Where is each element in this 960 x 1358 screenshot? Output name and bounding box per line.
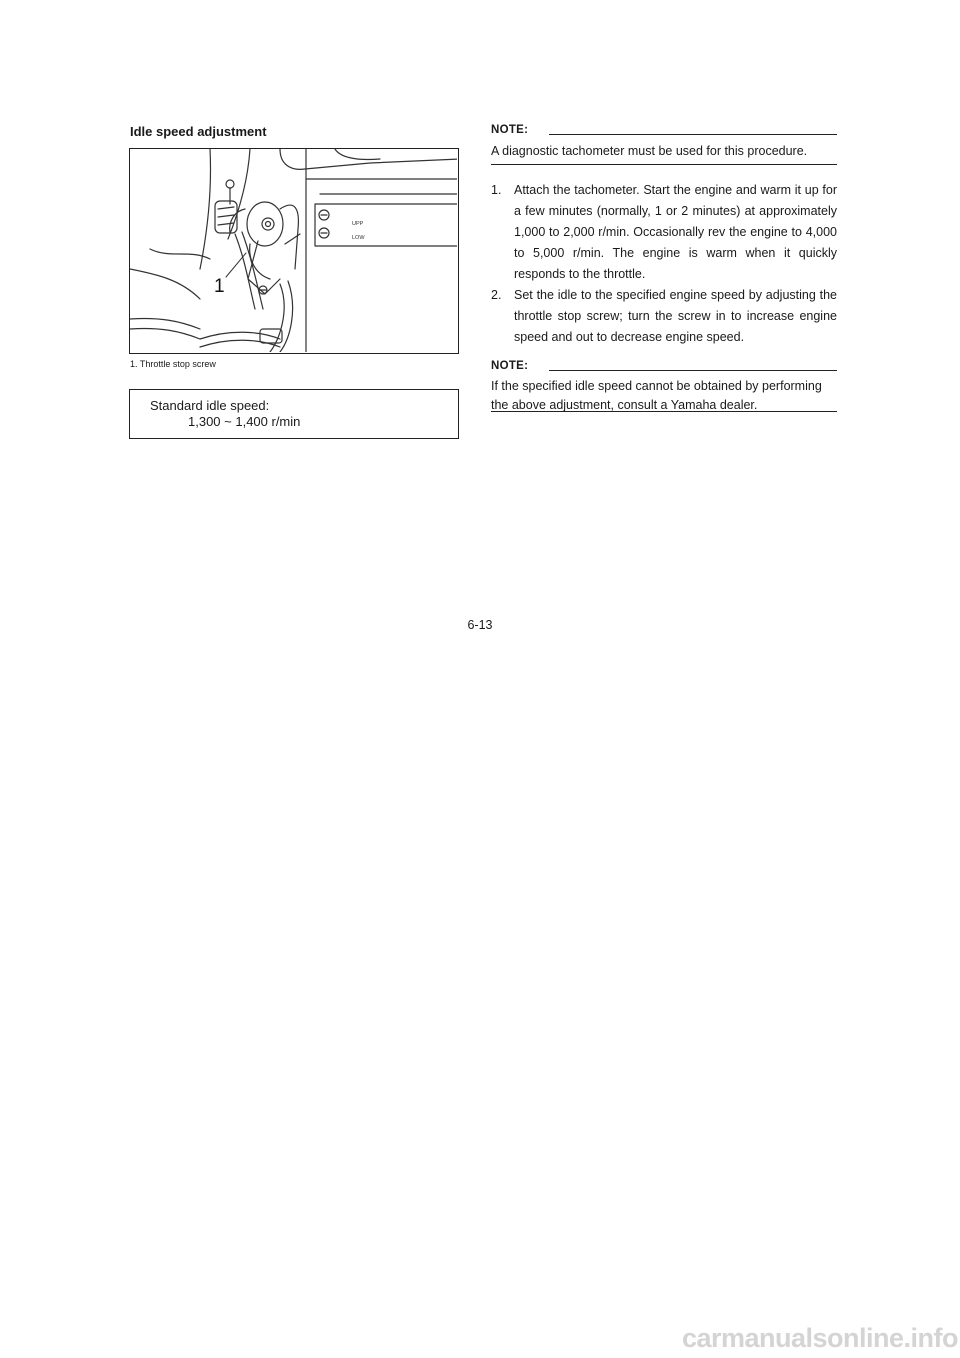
throttle-stop-screw-illustration <box>129 148 459 354</box>
step-item <box>491 285 837 348</box>
note-label: NOTE: <box>491 360 529 372</box>
note-rule <box>549 134 837 135</box>
panel-label-upper: UPP <box>352 221 364 227</box>
note-text-2: If the specified idle speed cannot be obtained by performing the above adjustment, consult a Yamaha dealer. <box>491 379 822 412</box>
step-text: Set the idle to the specified engine speed by adjusting the throttle stop screw; turn the screw in to increase engine speed and out to decrease engine speed. <box>514 288 837 344</box>
note-heading-2 <box>491 360 837 378</box>
step-number: 2. <box>491 288 502 302</box>
page-number: 6-13 <box>467 618 493 632</box>
note-label: NOTE: <box>491 124 529 136</box>
step-number: 1. <box>491 183 502 197</box>
watermark: carmanualsonline.info <box>681 1323 958 1353</box>
callout-number: 1 <box>214 276 225 297</box>
note-end-rule-1 <box>491 164 837 165</box>
step-text: Attach the tachometer. Start the engine and warm it up for a few minutes (normally, 1 or 2 minutes) at approximately 1,000 to 2,000 r/min. Occasionally rev the engine to 4,000 to 5,000 r/min. The engine is warm when it quickly responds to the throttle. <box>514 183 837 281</box>
note-text-1: A diagnostic tachometer must be used for this procedure. <box>491 144 808 158</box>
spec-box <box>129 389 459 439</box>
figure-caption: 1. Throttle stop screw <box>130 359 216 369</box>
section-title: Idle speed adjustment <box>130 124 267 139</box>
panel-label-lower: LOW <box>352 235 365 241</box>
note-end-rule-2 <box>491 411 837 412</box>
step-item <box>491 180 837 285</box>
procedure-steps <box>491 180 837 348</box>
note-heading-1 <box>491 124 837 142</box>
note-rule <box>549 370 837 371</box>
spec-label: Standard idle speed: <box>150 398 270 413</box>
spec-value: 1,300 ~ 1,400 r/min <box>188 414 301 429</box>
